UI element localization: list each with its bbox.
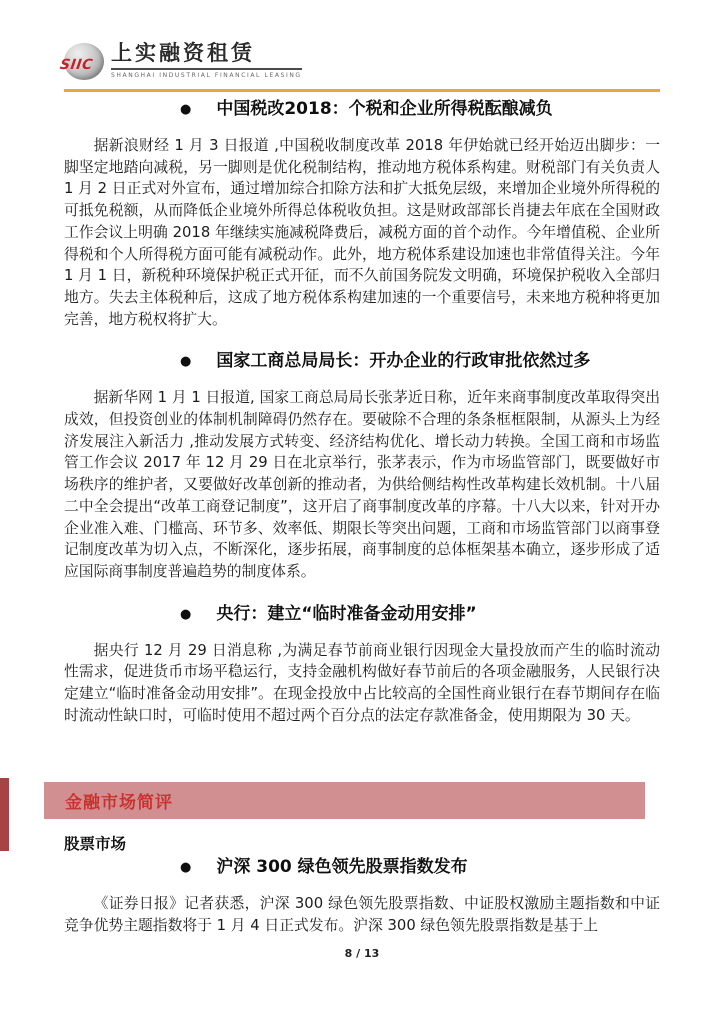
section-banner-financial-market [44,782,645,819]
logo-siic-text: SIIC [58,57,94,73]
news-paragraph: 据新华网 1 月 1 日报道, 国家工商总局局长张茅近日称，近年来商事制度改革取得突出成效，但投资创业的体制机制障碍仍然存在。要破除不合理的条条框框限制，从源头上为经济发展注入新活力 ,推动发展方式转变、经济结构优化、增长动力转换。全国工商和市场监管工作会议 2017 年 12 月 29 日在北京举行，张茅表示，作为市场监管部门，既要做好市场秩序的维护者，又要做好改革创新的推动者，为供给侧结构性改革构建长效机制。十八届二中全会提出“改革工商登记制度”，这开启了商事制度改革的序幕。十八大以来，针对开办企业准入难、门槛高、环节多、效率低、期限长等突出问题，工商和市场监管部门以商事登记制度改革为切入点，不断深化，逐步拓展，商事制度的总体框架基本确立，逐步形成了适应国际商事制度普遍趋势的制度体系。 [64,389,660,580]
news-heading-saic [64,350,660,373]
subsection-stock-market: 股票市场 [64,835,127,853]
news-paragraph: 据新浪财经 1 月 3 日报道 ,中国税收制度改革 2018 年伊始就已经开始迈出脚步：一脚坚定地踏向减税，另一脚则是优化税制结构，推动地方税体系构建。财税部门有关负责人 1 月 2 日正式对外宣布，通过增加综合扣除方法和扩大抵免层级，来增加企业境外所得税的可抵免税额，从而降低企业境外所得总体税收负担。这是财政部部长肖捷去年底在全国财政工作会议上明确 2018 年继续实施减税降费后，减税方面的首个动作。今年增值税、企业所得税和个人所得税方面可能有减税动作。此外，地方税体系建设加速也非常值得关注。今年 1 月 1 日，新税种环境保护税正式开征，而不久前国务院发文明确，环境保护税收入全部归地方。失去主体税种后，这成了地方税体系构建加速的一个重要信号，未来地方税种将更加完善，地方税权将扩大。 [64,137,660,328]
company-name-en: SHANGHAI INDUSTRIAL FINANCIAL LEASING [111,72,302,79]
news-heading-csi300 [64,856,660,879]
company-logo [58,41,302,80]
news-paragraph: 据央行 12 月 29 日消息称 ,为满足春节前商业银行因现金大量投放而产生的临时流动性需求，促进货币市场平稳运行，支持金融机构做好春节前后的各项金融服务，人民银行决定建立“临时准备金动用安排”。在现金投放中占比较高的全国性商业银行在春节期间存在临时流动性缺口时，可临时使用不超过两个百分点的法定存款准备金，使用期限为 30 天。 [64,641,660,724]
globe-logo-icon [58,43,104,80]
news-title: 中国税改2018：个税和企业所得税酝酿减负 [216,99,553,119]
bullet-icon: ● [180,606,192,622]
news-heading-pboc [64,603,660,626]
section-banner-title: 金融市场简评 [65,793,173,813]
bullet-icon: ● [180,102,192,117]
bullet-icon: ● [180,354,192,370]
news-paragraph: 《证券日报》记者获悉，沪深 300 绿色领先股票指数、中证股权激励主题指数和中证竞争优势主题指数将于 1 月 4 日正式发布。沪深 300 绿色领先股票指数是基于上 [64,895,660,934]
stock-market-content [64,856,660,936]
news-heading-tax-reform [64,98,660,121]
news-content [64,96,660,726]
page-number: 8 / 13 [344,947,380,960]
news-title: 央行：建立“临时准备金动用安排” [216,603,477,624]
company-name-cn: 上实融资租赁 [111,41,302,70]
news-title: 沪深 300 绿色领先股票指数发布 [216,857,468,877]
header-divider [64,89,660,92]
left-edge-stripe [0,778,9,851]
news-title: 国家工商总局局长：开办企业的行政审批依然过多 [216,351,591,372]
bullet-icon: ● [180,860,192,875]
